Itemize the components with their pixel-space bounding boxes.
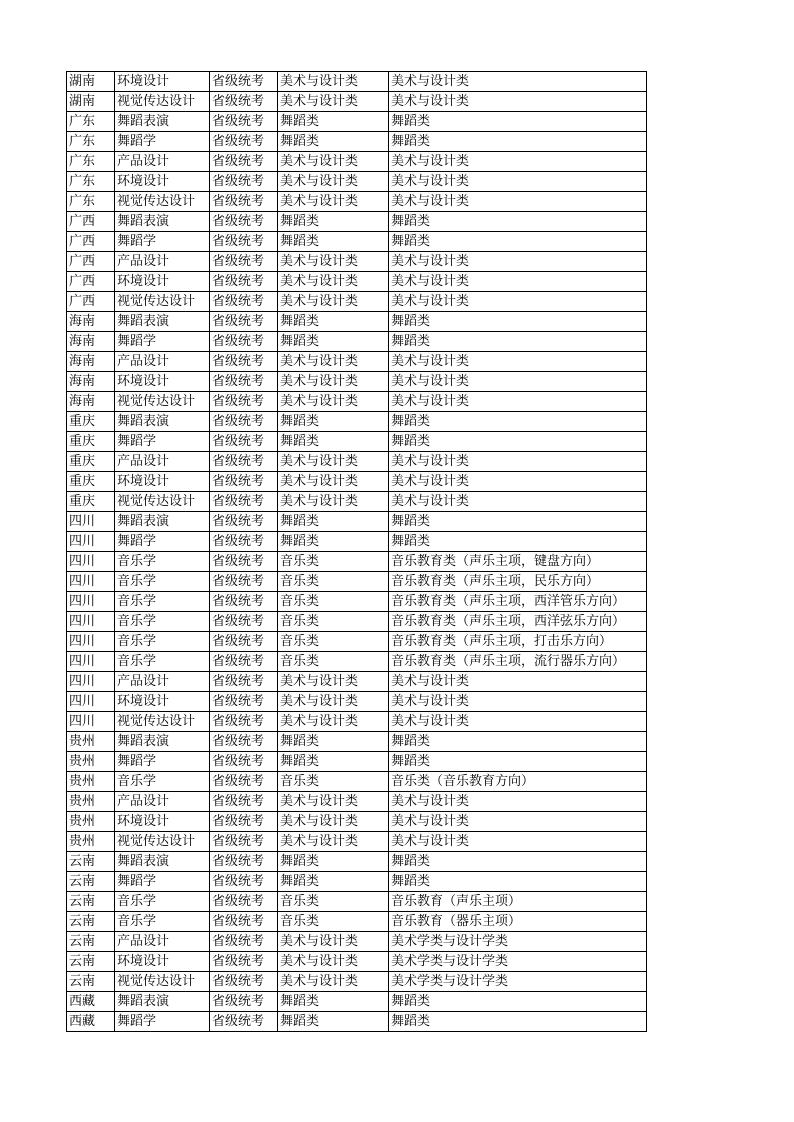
exam-type-cell: 省级统考 [210,152,278,172]
exam-category-cell: 美术与设计类 [278,92,389,112]
table-row [67,112,647,132]
province-cell: 广西 [67,292,115,312]
major-cell: 舞蹈表演 [115,312,210,332]
exam-type-cell: 省级统考 [210,752,278,772]
province-cell: 云南 [67,852,115,872]
table-row [67,972,647,992]
exam-type-cell: 省级统考 [210,372,278,392]
table-row [67,252,647,272]
exam-category-cell: 美术与设计类 [278,712,389,732]
exam-type-cell: 省级统考 [210,772,278,792]
exam-category-cell: 美术与设计类 [278,352,389,372]
major-cell: 舞蹈表演 [115,512,210,532]
exam-category-cell: 舞蹈类 [278,1012,389,1032]
exam-category-cell: 美术与设计类 [278,72,389,92]
table-row [67,932,647,952]
plan-category-cell: 美术与设计类 [389,252,647,272]
major-cell: 产品设计 [115,932,210,952]
exam-category-cell: 舞蹈类 [278,132,389,152]
province-cell: 云南 [67,872,115,892]
exam-category-cell: 音乐类 [278,552,389,572]
province-cell: 海南 [67,372,115,392]
exam-type-cell: 省级统考 [210,332,278,352]
exam-category-cell: 舞蹈类 [278,432,389,452]
table-row [67,192,647,212]
exam-type-cell: 省级统考 [210,852,278,872]
province-cell: 广东 [67,172,115,192]
plan-category-cell: 音乐教育类（声乐主项，西洋管乐方向） [389,592,647,612]
exam-type-cell: 省级统考 [210,712,278,732]
exam-type-cell: 省级统考 [210,192,278,212]
province-cell: 四川 [67,612,115,632]
plan-category-cell: 舞蹈类 [389,532,647,552]
major-cell: 环境设计 [115,272,210,292]
major-cell: 舞蹈表演 [115,732,210,752]
exam-category-cell: 舞蹈类 [278,212,389,232]
table-row [67,552,647,572]
plan-category-cell: 美术学类与设计学类 [389,952,647,972]
major-cell: 舞蹈学 [115,432,210,452]
major-cell: 舞蹈表演 [115,212,210,232]
province-cell: 云南 [67,912,115,932]
exam-category-cell: 音乐类 [278,612,389,632]
plan-category-cell: 舞蹈类 [389,1012,647,1032]
major-cell: 视觉传达设计 [115,392,210,412]
province-cell: 重庆 [67,412,115,432]
table-row [67,412,647,432]
exam-type-cell: 省级统考 [210,992,278,1012]
exam-type-cell: 省级统考 [210,352,278,372]
exam-type-cell: 省级统考 [210,212,278,232]
exam-category-cell: 舞蹈类 [278,412,389,432]
plan-category-cell: 美术与设计类 [389,272,647,292]
exam-category-cell: 舞蹈类 [278,332,389,352]
plan-category-cell: 音乐教育类（声乐主项，键盘方向） [389,552,647,572]
exam-type-cell: 省级统考 [210,472,278,492]
table-row [67,592,647,612]
province-cell: 四川 [67,652,115,672]
major-cell: 舞蹈表演 [115,992,210,1012]
province-cell: 广东 [67,152,115,172]
exam-category-cell: 舞蹈类 [278,752,389,772]
exam-type-cell: 省级统考 [210,132,278,152]
table-row [67,512,647,532]
plan-category-cell: 美术与设计类 [389,832,647,852]
province-cell: 广东 [67,132,115,152]
province-cell: 重庆 [67,432,115,452]
table-row [67,472,647,492]
exam-type-cell: 省级统考 [210,732,278,752]
plan-category-cell: 舞蹈类 [389,992,647,1012]
table-row [67,272,647,292]
table-row [67,872,647,892]
exam-category-cell: 舞蹈类 [278,732,389,752]
plan-category-cell: 音乐类（音乐教育方向） [389,772,647,792]
province-cell: 广西 [67,212,115,232]
table-row [67,612,647,632]
province-cell: 四川 [67,592,115,612]
plan-category-cell: 舞蹈类 [389,332,647,352]
plan-category-cell: 美术与设计类 [389,172,647,192]
major-cell: 音乐学 [115,912,210,932]
plan-category-cell: 舞蹈类 [389,732,647,752]
major-cell: 产品设计 [115,252,210,272]
plan-category-cell: 美术与设计类 [389,692,647,712]
province-cell: 云南 [67,892,115,912]
major-cell: 产品设计 [115,452,210,472]
plan-category-cell: 舞蹈类 [389,232,647,252]
plan-category-cell: 美术与设计类 [389,792,647,812]
exam-type-cell: 省级统考 [210,112,278,132]
exam-type-cell: 省级统考 [210,72,278,92]
table-row [67,952,647,972]
plan-category-cell: 美术与设计类 [389,492,647,512]
province-cell: 广西 [67,272,115,292]
major-cell: 音乐学 [115,572,210,592]
exam-category-cell: 美术与设计类 [278,672,389,692]
exam-category-cell: 舞蹈类 [278,872,389,892]
exam-category-cell: 美术与设计类 [278,932,389,952]
table-row [67,632,647,652]
major-cell: 产品设计 [115,152,210,172]
province-cell: 四川 [67,632,115,652]
province-cell: 四川 [67,672,115,692]
table-row [67,852,647,872]
plan-category-cell: 舞蹈类 [389,112,647,132]
exam-type-cell: 省级统考 [210,92,278,112]
plan-category-cell: 美术与设计类 [389,452,647,472]
plan-category-cell: 美术与设计类 [389,72,647,92]
major-cell: 环境设计 [115,472,210,492]
major-cell: 音乐学 [115,592,210,612]
major-cell: 舞蹈学 [115,872,210,892]
exam-category-cell: 美术与设计类 [278,252,389,272]
table-row [67,72,647,92]
exam-category-cell: 音乐类 [278,652,389,672]
table-row [67,352,647,372]
plan-category-cell: 美术与设计类 [389,672,647,692]
plan-category-cell: 音乐教育类（声乐主项，流行器乐方向） [389,652,647,672]
plan-category-cell: 美术学类与设计学类 [389,972,647,992]
exam-category-cell: 美术与设计类 [278,172,389,192]
exam-type-cell: 省级统考 [210,692,278,712]
table-row [67,172,647,192]
exam-type-cell: 省级统考 [210,552,278,572]
major-cell: 舞蹈学 [115,752,210,772]
province-cell: 贵州 [67,772,115,792]
province-cell: 四川 [67,512,115,532]
province-cell: 湖南 [67,72,115,92]
province-cell: 四川 [67,572,115,592]
exam-type-cell: 省级统考 [210,172,278,192]
major-cell: 音乐学 [115,892,210,912]
plan-category-cell: 音乐教育（器乐主项） [389,912,647,932]
province-cell: 广东 [67,192,115,212]
table-row [67,92,647,112]
table-row [67,152,647,172]
exam-type-cell: 省级统考 [210,532,278,552]
table-row [67,652,647,672]
major-cell: 视觉传达设计 [115,292,210,312]
exam-type-cell: 省级统考 [210,832,278,852]
major-cell: 音乐学 [115,632,210,652]
plan-category-cell: 美术与设计类 [389,712,647,732]
major-cell: 环境设计 [115,172,210,192]
province-cell: 广西 [67,252,115,272]
province-cell: 云南 [67,972,115,992]
major-cell: 环境设计 [115,952,210,972]
plan-category-cell: 舞蹈类 [389,432,647,452]
plan-category-cell: 美术与设计类 [389,812,647,832]
province-cell: 重庆 [67,472,115,492]
plan-category-cell: 舞蹈类 [389,412,647,432]
major-cell: 音乐学 [115,552,210,572]
table-row [67,332,647,352]
major-cell: 视觉传达设计 [115,492,210,512]
major-cell: 音乐学 [115,612,210,632]
exam-category-cell: 音乐类 [278,632,389,652]
major-cell: 舞蹈学 [115,232,210,252]
exam-category-cell: 舞蹈类 [278,232,389,252]
table-row [67,672,647,692]
major-cell: 环境设计 [115,372,210,392]
province-cell: 海南 [67,312,115,332]
major-cell: 舞蹈学 [115,532,210,552]
province-cell: 四川 [67,692,115,712]
plan-category-cell: 美术学类与设计学类 [389,932,647,952]
exam-type-cell: 省级统考 [210,452,278,472]
exam-type-cell: 省级统考 [210,252,278,272]
major-cell: 舞蹈表演 [115,112,210,132]
exam-type-cell: 省级统考 [210,572,278,592]
exam-category-cell: 音乐类 [278,772,389,792]
major-cell: 音乐学 [115,652,210,672]
table-row [67,732,647,752]
exam-type-cell: 省级统考 [210,392,278,412]
table-body [67,72,647,1032]
major-cell: 视觉传达设计 [115,712,210,732]
plan-category-cell: 舞蹈类 [389,512,647,532]
exam-category-cell: 美术与设计类 [278,272,389,292]
plan-category-cell: 舞蹈类 [389,312,647,332]
exam-category-cell: 美术与设计类 [278,372,389,392]
exam-category-cell: 美术与设计类 [278,292,389,312]
exam-category-cell: 舞蹈类 [278,112,389,132]
plan-category-cell: 音乐教育类（声乐主项，打击乐方向） [389,632,647,652]
province-cell: 贵州 [67,792,115,812]
table-row [67,392,647,412]
plan-category-cell: 舞蹈类 [389,872,647,892]
exam-category-cell: 美术与设计类 [278,972,389,992]
province-cell: 四川 [67,712,115,732]
table-row [67,452,647,472]
exam-type-cell: 省级统考 [210,652,278,672]
table-row [67,992,647,1012]
province-cell: 海南 [67,332,115,352]
province-cell: 云南 [67,932,115,952]
exam-category-cell: 美术与设计类 [278,492,389,512]
major-cell: 舞蹈表演 [115,412,210,432]
table-row [67,912,647,932]
table-row [67,892,647,912]
province-cell: 贵州 [67,832,115,852]
major-cell: 舞蹈学 [115,332,210,352]
exam-category-cell: 美术与设计类 [278,192,389,212]
exam-category-cell: 美术与设计类 [278,452,389,472]
table-row [67,432,647,452]
plan-category-cell: 美术与设计类 [389,92,647,112]
exam-category-cell: 音乐类 [278,572,389,592]
table-row [67,712,647,732]
exam-category-cell: 舞蹈类 [278,312,389,332]
exam-category-cell: 美术与设计类 [278,952,389,972]
province-cell: 海南 [67,352,115,372]
plan-category-cell: 美术与设计类 [389,152,647,172]
table-row [67,212,647,232]
table-row [67,1012,647,1032]
major-cell: 产品设计 [115,792,210,812]
major-cell: 环境设计 [115,812,210,832]
table-row [67,692,647,712]
province-cell: 湖南 [67,92,115,112]
table-row [67,372,647,392]
province-cell: 贵州 [67,732,115,752]
exam-category-cell: 美术与设计类 [278,692,389,712]
plan-category-cell: 美术与设计类 [389,392,647,412]
table-row [67,132,647,152]
exam-type-cell: 省级统考 [210,792,278,812]
exam-type-cell: 省级统考 [210,912,278,932]
table-row [67,832,647,852]
exam-type-cell: 省级统考 [210,672,278,692]
table-row [67,812,647,832]
table-row [67,532,647,552]
admissions-table [66,71,647,1032]
province-cell: 四川 [67,552,115,572]
table-row [67,312,647,332]
exam-type-cell: 省级统考 [210,412,278,432]
exam-category-cell: 美术与设计类 [278,832,389,852]
table-row [67,772,647,792]
plan-category-cell: 音乐教育类（声乐主项，西洋弦乐方向） [389,612,647,632]
plan-category-cell: 美术与设计类 [389,372,647,392]
major-cell: 视觉传达设计 [115,832,210,852]
province-cell: 西藏 [67,992,115,1012]
major-cell: 舞蹈学 [115,1012,210,1032]
major-cell: 视觉传达设计 [115,192,210,212]
exam-type-cell: 省级统考 [210,232,278,252]
province-cell: 西藏 [67,1012,115,1032]
exam-type-cell: 省级统考 [210,312,278,332]
plan-category-cell: 美术与设计类 [389,292,647,312]
table-row [67,232,647,252]
table-row [67,792,647,812]
exam-category-cell: 舞蹈类 [278,992,389,1012]
exam-category-cell: 音乐类 [278,592,389,612]
exam-category-cell: 美术与设计类 [278,792,389,812]
exam-category-cell: 音乐类 [278,912,389,932]
plan-category-cell: 美术与设计类 [389,352,647,372]
plan-category-cell: 舞蹈类 [389,212,647,232]
exam-category-cell: 舞蹈类 [278,532,389,552]
province-cell: 重庆 [67,452,115,472]
province-cell: 海南 [67,392,115,412]
province-cell: 贵州 [67,752,115,772]
major-cell: 视觉传达设计 [115,92,210,112]
exam-type-cell: 省级统考 [210,512,278,532]
major-cell: 视觉传达设计 [115,972,210,992]
exam-type-cell: 省级统考 [210,932,278,952]
province-cell: 广西 [67,232,115,252]
plan-category-cell: 舞蹈类 [389,752,647,772]
exam-type-cell: 省级统考 [210,632,278,652]
exam-type-cell: 省级统考 [210,292,278,312]
province-cell: 重庆 [67,492,115,512]
province-cell: 云南 [67,952,115,972]
major-cell: 舞蹈表演 [115,852,210,872]
plan-category-cell: 美术与设计类 [389,472,647,492]
plan-category-cell: 舞蹈类 [389,852,647,872]
exam-category-cell: 美术与设计类 [278,152,389,172]
major-cell: 产品设计 [115,352,210,372]
plan-category-cell: 美术与设计类 [389,192,647,212]
major-cell: 环境设计 [115,692,210,712]
exam-category-cell: 美术与设计类 [278,392,389,412]
province-cell: 四川 [67,532,115,552]
exam-category-cell: 音乐类 [278,892,389,912]
table-row [67,292,647,312]
exam-type-cell: 省级统考 [210,272,278,292]
plan-category-cell: 音乐教育类（声乐主项，民乐方向） [389,572,647,592]
exam-type-cell: 省级统考 [210,872,278,892]
exam-category-cell: 美术与设计类 [278,812,389,832]
plan-category-cell: 舞蹈类 [389,132,647,152]
major-cell: 环境设计 [115,72,210,92]
exam-category-cell: 舞蹈类 [278,852,389,872]
table-row [67,492,647,512]
major-cell: 产品设计 [115,672,210,692]
exam-type-cell: 省级统考 [210,1012,278,1032]
province-cell: 贵州 [67,812,115,832]
table-row [67,572,647,592]
exam-type-cell: 省级统考 [210,892,278,912]
exam-type-cell: 省级统考 [210,492,278,512]
province-cell: 广东 [67,112,115,132]
exam-type-cell: 省级统考 [210,432,278,452]
exam-type-cell: 省级统考 [210,812,278,832]
exam-category-cell: 舞蹈类 [278,512,389,532]
exam-type-cell: 省级统考 [210,972,278,992]
exam-type-cell: 省级统考 [210,952,278,972]
major-cell: 音乐学 [115,772,210,792]
exam-type-cell: 省级统考 [210,612,278,632]
major-cell: 舞蹈学 [115,132,210,152]
exam-type-cell: 省级统考 [210,592,278,612]
plan-category-cell: 音乐教育（声乐主项） [389,892,647,912]
table-row [67,752,647,772]
exam-category-cell: 美术与设计类 [278,472,389,492]
